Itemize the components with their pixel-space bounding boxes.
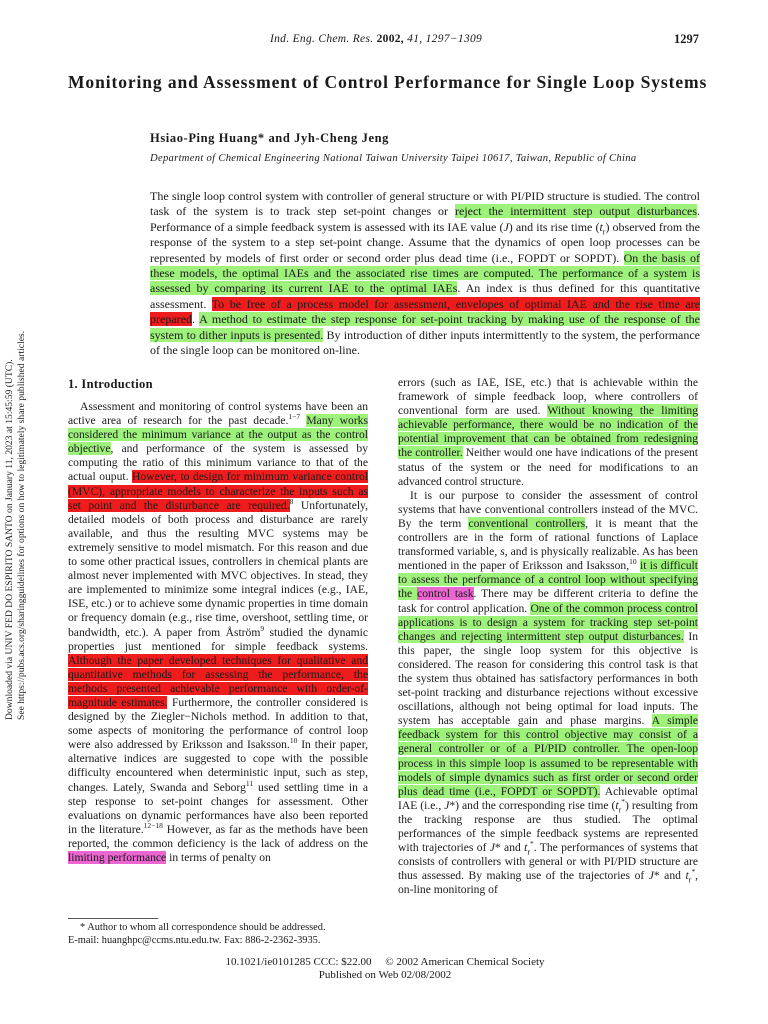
- page-footer: [200, 956, 570, 982]
- italic-symbol: t: [599, 219, 603, 234]
- footnote-line-2: E-mail: huanghpc@ccms.ntu.edu.tw. Fax: 886-2-2362-3935.: [68, 934, 321, 946]
- highlight-green: One of the common process control applications is to design a system for tracking step set-point changes and rejecting intermittent step output disturbances.: [398, 601, 698, 643]
- italic-symbol: J: [444, 798, 450, 812]
- italic-symbol: t: [524, 841, 528, 855]
- text-run: It is our purpose to consider the assessment of control systems that have conventional controllers instead of the MVC. By the term: [398, 488, 698, 530]
- affiliation: Department of Chemical Engineering National Taiwan University Taipei 10617, Taiwan, Republic of China: [150, 153, 637, 164]
- text-run: * and: [494, 841, 525, 855]
- subscript: r: [618, 805, 622, 815]
- paragraph: [68, 400, 368, 865]
- italic-symbol: t: [615, 798, 619, 812]
- download-notice: [4, 320, 27, 720]
- superscript: *: [691, 867, 696, 877]
- text-run: Unfortunately, detailed models of both process and disturbance are rarely available, and thus the resulting MVC systems may be extremely sensitive to model mismatch. For this reason and due to some other practical issues, controllers in chemical plants are almost never implemented with MVC objectives. In stead, they are implemented to minimize some integral indices (e.g., IAE, ISE, etc.) or to achieve some dynamic properties in time domain or frequency domain (e.g., rise time, overshoot, settling time, or bandwidth, etc.). A paper from Åström: [68, 498, 368, 639]
- italic-symbol: s: [500, 545, 505, 559]
- section-heading: 1. Introduction: [68, 377, 153, 391]
- paper-title: Monitoring and Assessment of Control Performance for Single Loop Systems: [68, 72, 708, 92]
- text-run: However, as far as the methods have been reported, the common deficiency is the lack of address on the: [68, 822, 368, 850]
- doi-copyright-line: 10.1021/ie0101285 CCC: $22.00 © 2002 American Chemical Society: [225, 956, 545, 968]
- abstract: [150, 189, 700, 358]
- text-run: In this paper, the single loop system for this objective is considered. The reason for considering this control task is that the system thus obtained has satisfactory performances in both set-point tracking and disturbance rejections without excessive oscillations, although not being optimal for load inputs. The system has acceptable gain and phase margins.: [398, 629, 698, 728]
- journal-year: 2002,: [376, 33, 404, 45]
- text-run: . There may be different criteria to define the task for control application.: [398, 587, 699, 615]
- text-run: , on-line monitoring of: [398, 869, 698, 897]
- text-run: .: [191, 312, 200, 327]
- text-run: used settling time in a step response to set-point changes for assessment. Other evaluations on dynamic performances have also been reported in the literature.: [68, 780, 369, 836]
- text-run: Assessment and monitoring of control systems have been an active area of research for the past decade.: [68, 400, 368, 428]
- journal-citation: [270, 33, 482, 45]
- highlight-green: A method to estimate the step response for set-point tracking by making use of the response of the system to dither inputs is presented.: [150, 312, 700, 342]
- paragraph: [398, 489, 698, 898]
- text-run: * and: [653, 869, 686, 883]
- footnote-line-1: * Author to whom all correspondence should be addressed.: [80, 922, 326, 933]
- download-notice-line-2[interactable]: See https://pubs.acs.org/sharingguidelines for options on how to legitimately share published articles.: [15, 330, 27, 720]
- text-run: Achievable optimal IAE (i.e.,: [398, 784, 698, 812]
- text-run: studied the dynamic properties just mentioned for simple feedback systems.: [68, 625, 368, 653]
- highlight-green: reject the intermittent step output disturbances: [455, 204, 697, 219]
- superscript: 1−7: [288, 412, 301, 422]
- page-number: 1297: [674, 32, 699, 46]
- text-run: in terms of penalty on: [166, 851, 271, 864]
- text-run: , and is physically realizable. As has been mentioned in the paper of Eriksson and Isaksson,: [398, 545, 699, 573]
- highlight-pink: control task: [417, 587, 474, 601]
- text-run: , and performance of the system is assessed by computing the ratio of this minimum variance to that of the actual ouput.: [68, 442, 368, 484]
- author-list: Hsiao-Ping Huang* and Jyh-Cheng Jeng: [150, 131, 390, 145]
- body-column-right: [398, 376, 698, 897]
- body-column-left: [68, 400, 368, 865]
- footnote: [68, 922, 370, 947]
- superscript: 9: [260, 623, 265, 633]
- text-run: Neither would one have indications of the present status of the system or the need for modifications to an advanced control structure.: [398, 446, 698, 488]
- text-run: Furthermore, the controller considered is designed by the Ziegler−Nichols method. In addition to that, some aspects of monitoring the performance of control loop were also addressed by Eriksson and Isaksson.: [68, 695, 368, 752]
- footnote-divider: [68, 918, 158, 919]
- highlight-green: A simple feedback system for this control objective may consist of a general controller or of a PI/PID controller. The open-loop process in this simple loop is assumed to be representable with models of simple dynamics such as first order or second order plus dead time (i.e., FOPDT or SOPDT).: [398, 714, 699, 798]
- highlight-red: Although the paper developed techniques for qualitative and quantitative methods for assessing the performance, the methods presented achievable performance with order-of-magnitude estimates.: [68, 653, 368, 709]
- text-run: By introduction of dither inputs intermittently to the system, the performance of the single loop can be monitored on-line.: [150, 327, 701, 358]
- text-run: . An index is thus defined for this quantitative assessment.: [150, 281, 700, 311]
- text-run: , it is meant that the controllers are in the form of rational functions of Laplace transformed variable,: [398, 516, 698, 559]
- text-run: ) and its rise time (: [508, 219, 600, 234]
- superscript: 10: [629, 557, 637, 567]
- highlight-green: conventional controllers: [468, 516, 586, 530]
- subscript: r: [688, 875, 692, 885]
- journal-volume-pages: 41, 1297−1309: [407, 33, 483, 45]
- text-run: In their paper, alternative indices are suggested to cope with the possible difficulty encountered when deterministic input, such as step, changes. Lately, Swanda and Seborg: [68, 738, 368, 794]
- download-notice-line-1[interactable]: Downloaded via UNIV FED DO ESPIRITO SANTO on January 11, 2023 at 15:45:59 (UTC).: [4, 359, 15, 720]
- superscript: *: [530, 839, 534, 849]
- italic-symbol: J: [648, 869, 654, 883]
- highlight-green: Without knowing the limiting achievable performance, there would be no indication of the potential improvement that can be obtained from redesigning the controller.: [398, 404, 699, 460]
- highlight-pink: limiting performance: [68, 851, 167, 864]
- superscript: 12−18: [143, 820, 163, 830]
- italic-symbol: J: [489, 841, 495, 855]
- superscript: 11: [245, 778, 254, 788]
- highlight-red: To be free of a process model for assessment, envelopes of optimal IAE and the rise time are prepared: [150, 296, 701, 327]
- highlight-green: On the basis of these models, the optimal IAEs and the associated rise times are computed. The performance of a system is assessed by comparing its current IAE to the optimal IAEs: [150, 250, 701, 296]
- paragraph: [398, 376, 698, 489]
- highlight-red: However, to design for minimum variance control (MVC), appropriate models to characterize the inputs such as set point and the disturbance are required.: [68, 470, 369, 512]
- subscript: r: [602, 227, 606, 237]
- text-run: The single loop control system with controller of general structure or with PI/PID structure is studied. The control task of the system is to track step set-point changes or: [150, 189, 700, 219]
- text-run: *) and the corresponding rise time (: [449, 798, 616, 812]
- highlight-green: it is difficult to assess the performance of a control loop without specifying the: [398, 559, 698, 601]
- text-run: ) resulting from the tracking response are thus studied. The optimal performances of the simple feedback systems are represented with trajectories of: [398, 798, 698, 855]
- italic-symbol: J: [503, 219, 509, 234]
- superscript: 8: [289, 496, 294, 506]
- subscript: r: [527, 847, 531, 857]
- text-run: . The performances of systems that consists of controllers with general or with PI/PID structure are thus assessed. By making use of the trajectories of: [398, 841, 698, 883]
- superscript: 10: [289, 736, 298, 746]
- highlight-green: Many works considered the minimum variance at the output as the control objective: [68, 414, 368, 456]
- italic-symbol: t: [685, 869, 689, 883]
- text-run: errors (such as IAE, ISE, etc.) that is achievable within the framework of simple feedback loop, where controllers of conventional form are used.: [398, 376, 698, 418]
- publication-date-line: Published on Web 02/08/2002: [318, 969, 452, 981]
- text-run: . Performance of a simple feedback system is assessed with its IAE value (: [150, 204, 700, 234]
- text-run: ) observed from the response of the system to a step set-point change. Assume that the dynamics of open loop processes can be represented by models of first order or second order plus dead time (i.e., FOPDT or SOPDT).: [150, 219, 700, 265]
- journal-name: Ind. Eng. Chem. Res.: [270, 33, 374, 45]
- superscript: *: [621, 796, 626, 806]
